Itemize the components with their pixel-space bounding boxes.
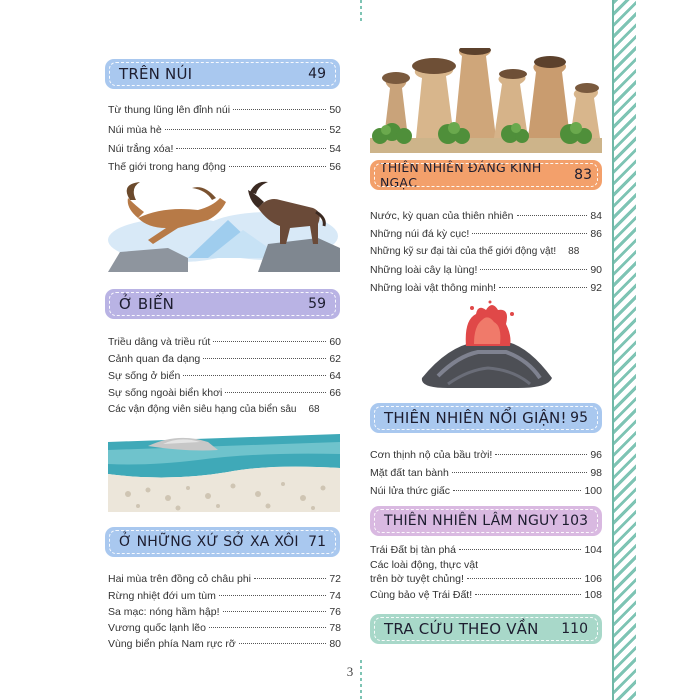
toc-entry[interactable]: Thế giới trong hang động 56 xyxy=(108,161,341,173)
section-page: 71 xyxy=(308,534,326,550)
section-header-endangered-nature[interactable] xyxy=(370,506,602,536)
section-title: Ở BIỂN xyxy=(119,295,175,313)
rock-formations-illustration xyxy=(370,48,602,153)
section-header-angry-nature[interactable] xyxy=(370,403,602,433)
toc-entry[interactable]: Nước, kỳ quan của thiên nhiên 84 xyxy=(370,210,602,222)
toc-entry[interactable]: Triều dâng và triều rút 60 xyxy=(108,336,341,348)
section-page: 103 xyxy=(561,513,588,529)
section-title: Ở NHỮNG XỨ SỞ XA XÔI xyxy=(119,534,299,550)
toc-entry[interactable]: Vùng biển phía Nam rực rỡ 80 xyxy=(108,638,341,650)
section-title: THIÊN NHIÊN NỔI GIẬN! xyxy=(384,409,567,427)
toc-entry[interactable]: Vương quốc lạnh lẽo 78 xyxy=(108,622,341,634)
toc-entry[interactable]: Hai mùa trên đồng cỏ châu phi 72 xyxy=(108,573,341,585)
toc-entry[interactable]: Những kỹ sư đại tài của thế giới động vật! 88 xyxy=(370,246,580,257)
toc-entry[interactable]: Các vận động viên siêu hạng của biển sâu 68 xyxy=(108,404,320,415)
section-page: 110 xyxy=(561,621,588,637)
toc-entry[interactable]: Các loài động, thực vật xyxy=(370,559,479,571)
section-page: 49 xyxy=(308,66,326,82)
section-title: TRA CỨU THEO VẦN xyxy=(384,620,539,638)
page-number: 3 xyxy=(346,664,354,679)
toc-entry[interactable]: Cảnh quan đa dạng 62 xyxy=(108,353,341,365)
section-header-sea[interactable] xyxy=(105,289,340,319)
section-title: TRÊN NÚI xyxy=(119,65,193,83)
mountain-goats-illustration xyxy=(108,178,340,272)
toc-entry[interactable]: Mặt đất tan bành 98 xyxy=(370,467,602,479)
toc-entry[interactable]: Những loài cây lạ lùng! 90 xyxy=(370,264,602,276)
toc-entry[interactable]: Núi mùa hè 52 xyxy=(108,124,341,136)
section-header-mountains[interactable] xyxy=(105,59,340,89)
toc-entry[interactable]: Những núi đá kỳ cục! 86 xyxy=(370,228,602,240)
toc-entry[interactable]: Rừng nhiệt đới um tùm 74 xyxy=(108,590,341,602)
section-header-distant-lands[interactable] xyxy=(105,527,340,557)
section-title: THIÊN NHIÊN LÂM NGUY xyxy=(384,513,559,529)
section-page: 59 xyxy=(308,296,326,312)
toc-entry[interactable]: Sự sống ở biển 64 xyxy=(108,370,341,382)
section-header-index[interactable] xyxy=(370,614,602,644)
section-title: THIÊN NHIÊN ĐÁNG KINH NGẠC xyxy=(380,160,542,190)
toc-entry[interactable]: Núi lửa thức giấc 100 xyxy=(370,485,602,497)
toc-entry[interactable]: Núi trắng xóa! 54 xyxy=(108,143,341,155)
center-dash-bottom xyxy=(360,660,362,700)
toc-entry[interactable]: Những loài vật thông minh! 92 xyxy=(370,282,602,294)
toc-entry[interactable]: Sa mạc: nóng hầm hập! 76 xyxy=(108,606,341,618)
toc-entry[interactable]: Sự sống ngoài biển khơi 66 xyxy=(108,387,341,399)
edge-stripe-pattern xyxy=(614,0,636,700)
section-header-amazing-nature[interactable] xyxy=(370,160,602,190)
section-page: 83 xyxy=(574,167,592,183)
toc-entry[interactable]: trên bờ tuyệt chủng! 106 xyxy=(370,573,602,585)
beach-illustration xyxy=(108,424,340,512)
toc-entry[interactable]: Từ thung lũng lên đỉnh núi 50 xyxy=(108,104,341,116)
volcano-illustration xyxy=(418,300,558,390)
toc-entry[interactable]: Trái Đất bị tàn phá 104 xyxy=(370,544,602,556)
center-dash-top xyxy=(360,0,362,22)
toc-entry[interactable]: Cơn thịnh nộ của bầu trời! 96 xyxy=(370,449,602,461)
toc-entry[interactable]: Cùng bảo vệ Trái Đất! 108 xyxy=(370,589,602,601)
section-page: 95 xyxy=(570,410,588,426)
